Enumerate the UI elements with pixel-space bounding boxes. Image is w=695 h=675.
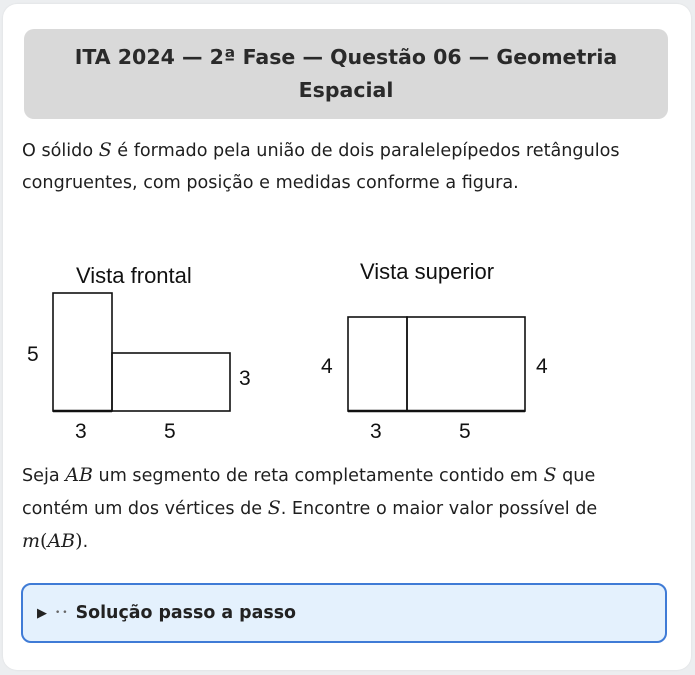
solution-toggle-label[interactable]: Solução passo a passo bbox=[75, 603, 296, 623]
superior-base-left-label: 3 bbox=[370, 420, 382, 443]
frontal-tall-block bbox=[53, 293, 112, 411]
page-title: ITA 2024 — 2ª Fase — Questão 06 — Geometria Espacial bbox=[74, 45, 618, 102]
var-m: m bbox=[22, 530, 41, 552]
superior-left-depth: 4 bbox=[321, 355, 333, 378]
var-ab: AB bbox=[65, 464, 93, 486]
frontal-left-height: 5 bbox=[27, 343, 39, 366]
solid-views-figure bbox=[20, 258, 560, 448]
var-s: S bbox=[267, 497, 281, 519]
solution-toggle[interactable] bbox=[21, 583, 667, 643]
frontal-view-title: Vista frontal bbox=[76, 263, 192, 288]
superior-view-title: Vista superior bbox=[360, 259, 495, 284]
var-s: S bbox=[543, 464, 557, 486]
frontal-base-right-label: 5 bbox=[164, 420, 176, 443]
superior-right-depth: 4 bbox=[536, 355, 548, 378]
triangle-right-icon[interactable]: ▶ bbox=[37, 605, 47, 621]
title-box bbox=[24, 29, 668, 119]
superior-right-block bbox=[407, 317, 525, 411]
frontal-base-left-label: 3 bbox=[75, 420, 87, 443]
frontal-low-block bbox=[112, 353, 230, 411]
var-ab: AB bbox=[47, 530, 76, 552]
problem-statement-question: Seja AB um segmento de reta completamente contido em S que contém um dos vértices de S. Encontre o maior valor possível de m(AB). bbox=[22, 464, 598, 552]
var-s: S bbox=[98, 139, 112, 161]
superior-left-block bbox=[348, 317, 407, 411]
eyes-icon: •• bbox=[55, 608, 70, 618]
problem-statement-intro: O sólido S é formado pela união de dois paralelepípedos retângulos congruentes, com posição e medidas conforme a figura. bbox=[22, 139, 620, 193]
frontal-right-height: 3 bbox=[239, 367, 251, 390]
superior-base-right-label: 5 bbox=[459, 420, 471, 443]
